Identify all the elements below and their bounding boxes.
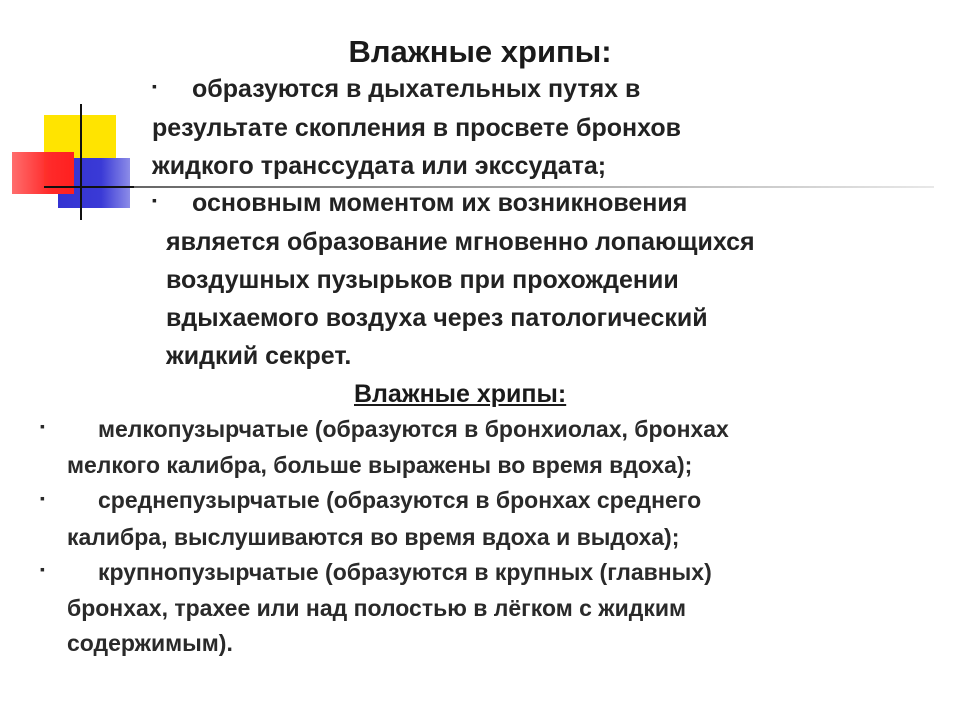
bullet-line: воздушных пузырьков при прохождении: [166, 266, 679, 295]
list-item: [40, 483, 940, 519]
bullet-line: результате скопления в просвете бронхов: [152, 114, 682, 143]
list-item-line: мелкого калибра, больше выражены во время вдоха);: [67, 452, 693, 479]
bullet-icon: ▪: [40, 489, 45, 506]
list-item-line: калибра, выслушиваются во время вдоха и выдоха);: [67, 523, 680, 550]
bullet-icon: ▪: [40, 418, 45, 435]
list-item-line: содержимым).: [67, 630, 233, 657]
bullet-icon: ▪: [40, 561, 45, 578]
bullet-line: [152, 184, 952, 223]
list-item-line: бронхах, трахее или над полостью в лёгком с жидким: [67, 595, 687, 622]
bullet-icon: ▪: [152, 192, 157, 209]
list-item: [40, 412, 940, 448]
top-bullet-1: [152, 70, 952, 185]
bullet-line: жидкого транссудата или экссудата;: [152, 152, 607, 181]
bullet-icon: ▪: [152, 78, 157, 95]
list-item-text: мелкопузырчатые (образуются в бронхиолах, бронхах: [98, 416, 729, 442]
slide-title: Влажные хрипы:: [348, 34, 612, 69]
bullet-text: образуются в дыхательных путях в: [192, 75, 641, 103]
rales-list: [40, 412, 940, 661]
top-bullet-2: [152, 184, 952, 375]
bullet-line: [152, 70, 952, 109]
section-subtitle: Влажные хрипы:: [354, 380, 567, 408]
decor-vertical-line: [80, 104, 82, 220]
decor-horizontal-line: [44, 186, 134, 188]
bullet-line: является образование мгновенно лопающихся: [166, 228, 755, 257]
list-item-text: среднепузырчатые (образуются в бронхах среднего: [98, 487, 702, 514]
bullet-line: вдыхаемого воздуха через патологический: [166, 304, 708, 333]
list-item: [40, 555, 940, 591]
bullet-line: жидкий секрет.: [166, 342, 352, 371]
bullet-text: основным моментом их возникновения: [192, 189, 688, 217]
list-item-text: крупнопузырчатые (образуются в крупных (главных): [98, 558, 712, 585]
